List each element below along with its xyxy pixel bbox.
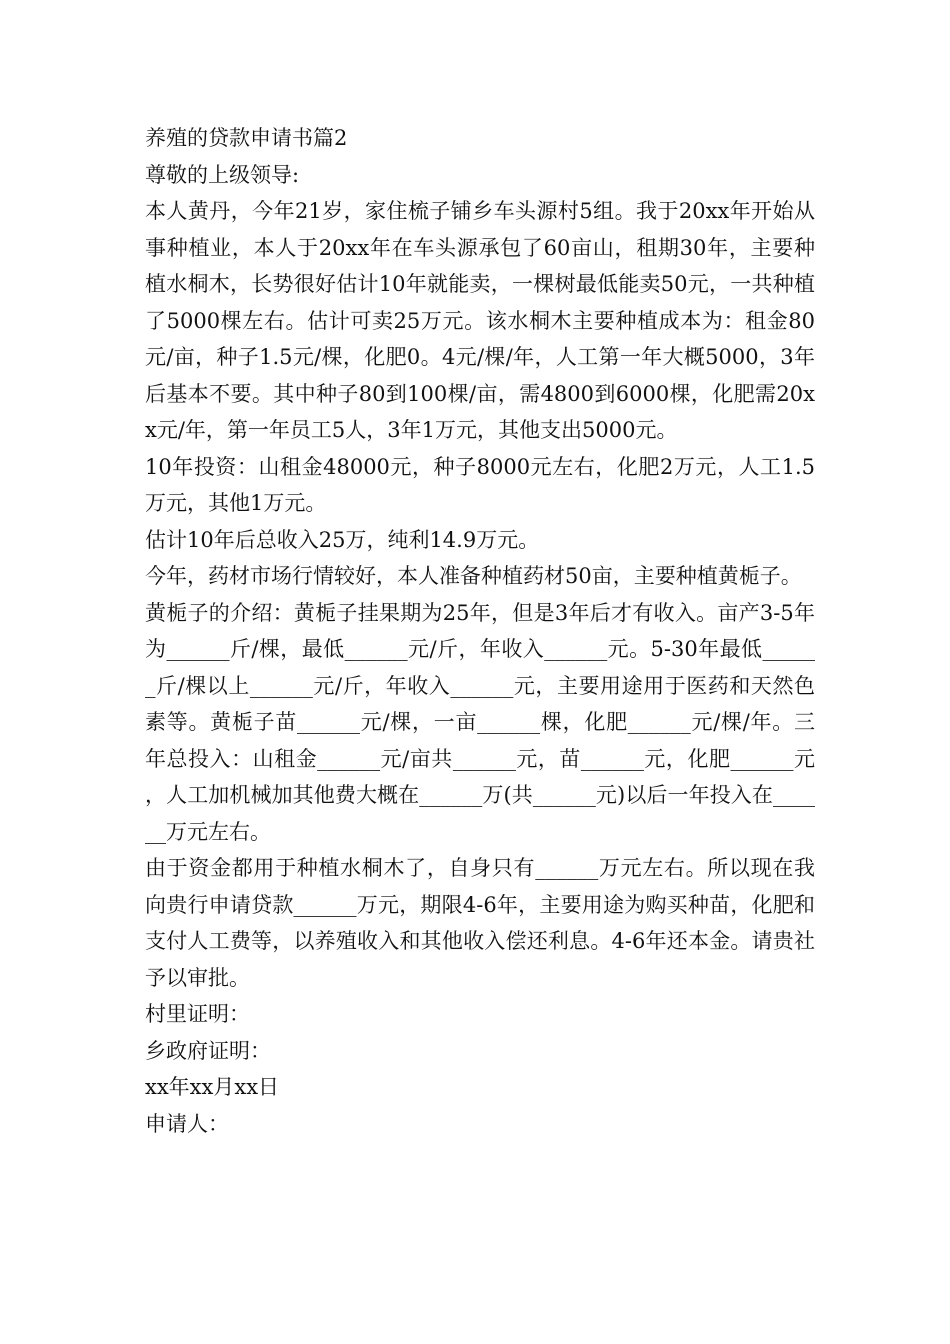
paragraph-gardenia-intro: 黄栀子的介绍：黄栀子挂果期为25年，但是3年后才有收入。亩产3-5年为______斤/棵，最低______元/斤，年收入______元。5-30年最低______斤/棵以上______元/斤，年收入______元，主要用途用于医药和天然色素等。黄栀子苗______元/棵，一亩______棵，化肥______元/棵/年。三年总投入：山租金______元/亩共______元，苗______元，化肥______元，人工加机械加其他费大概在______万(共______元)以后一年投入在______万元左右。 <box>145 600 815 844</box>
paragraph-loan-request: 由于资金都用于种植水桐木了，自身只有______万元左右。所以现在我向贵行申请贷款______万元，期限4-6年，主要用途为购买种苗，化肥和支付人工费等，以养殖收入和其他收入偿还利息。4-6年还本金。请贵社予以审批。 <box>145 856 815 990</box>
document-body <box>145 120 815 1142</box>
paragraph-estimated-income: 估计10年后总收入25万，纯利14.9万元。 <box>145 527 540 552</box>
village-proof: 村里证明： <box>145 1002 250 1026</box>
applicant-line: 申请人： <box>145 1111 229 1136</box>
document-heading: 养殖的贷款申请书篇2 <box>145 126 348 150</box>
document-date: xx年xx月xx日 <box>145 1075 280 1099</box>
paragraph-background: 本人黄丹，今年21岁，家住梳子铺乡车头源村5组。我于20xx年开始从事种植业，本人于20xx年在车头源承包了60亩山，租期30年，主要种植水桐木，长势很好估计10年就能卖，一棵树最低能卖50元，一共种植了5000棵左右。估计可卖25万元。该水桐木主要种植成本为：租金80元/亩，种子1.5元/棵，化肥0。4元/棵/年，人工第一年大概5000，3年后基本不要。其中种子80到100棵/亩，需4800到6000棵，化肥需20xx元/年，第一年员工5人，3年1万元，其他支出5000元。 <box>145 199 815 442</box>
salutation: 尊敬的上级领导: <box>145 162 300 187</box>
paragraph-ten-year-investment: 10年投资：山租金48000元，种子8000元左右，化肥2万元，人工1.5万元，其他1万元。 <box>145 454 815 515</box>
paragraph-plan: 今年，药材市场行情较好，本人准备种植药材50亩，主要种植黄栀子。 <box>145 564 802 588</box>
township-proof: 乡政府证明： <box>145 1038 271 1063</box>
